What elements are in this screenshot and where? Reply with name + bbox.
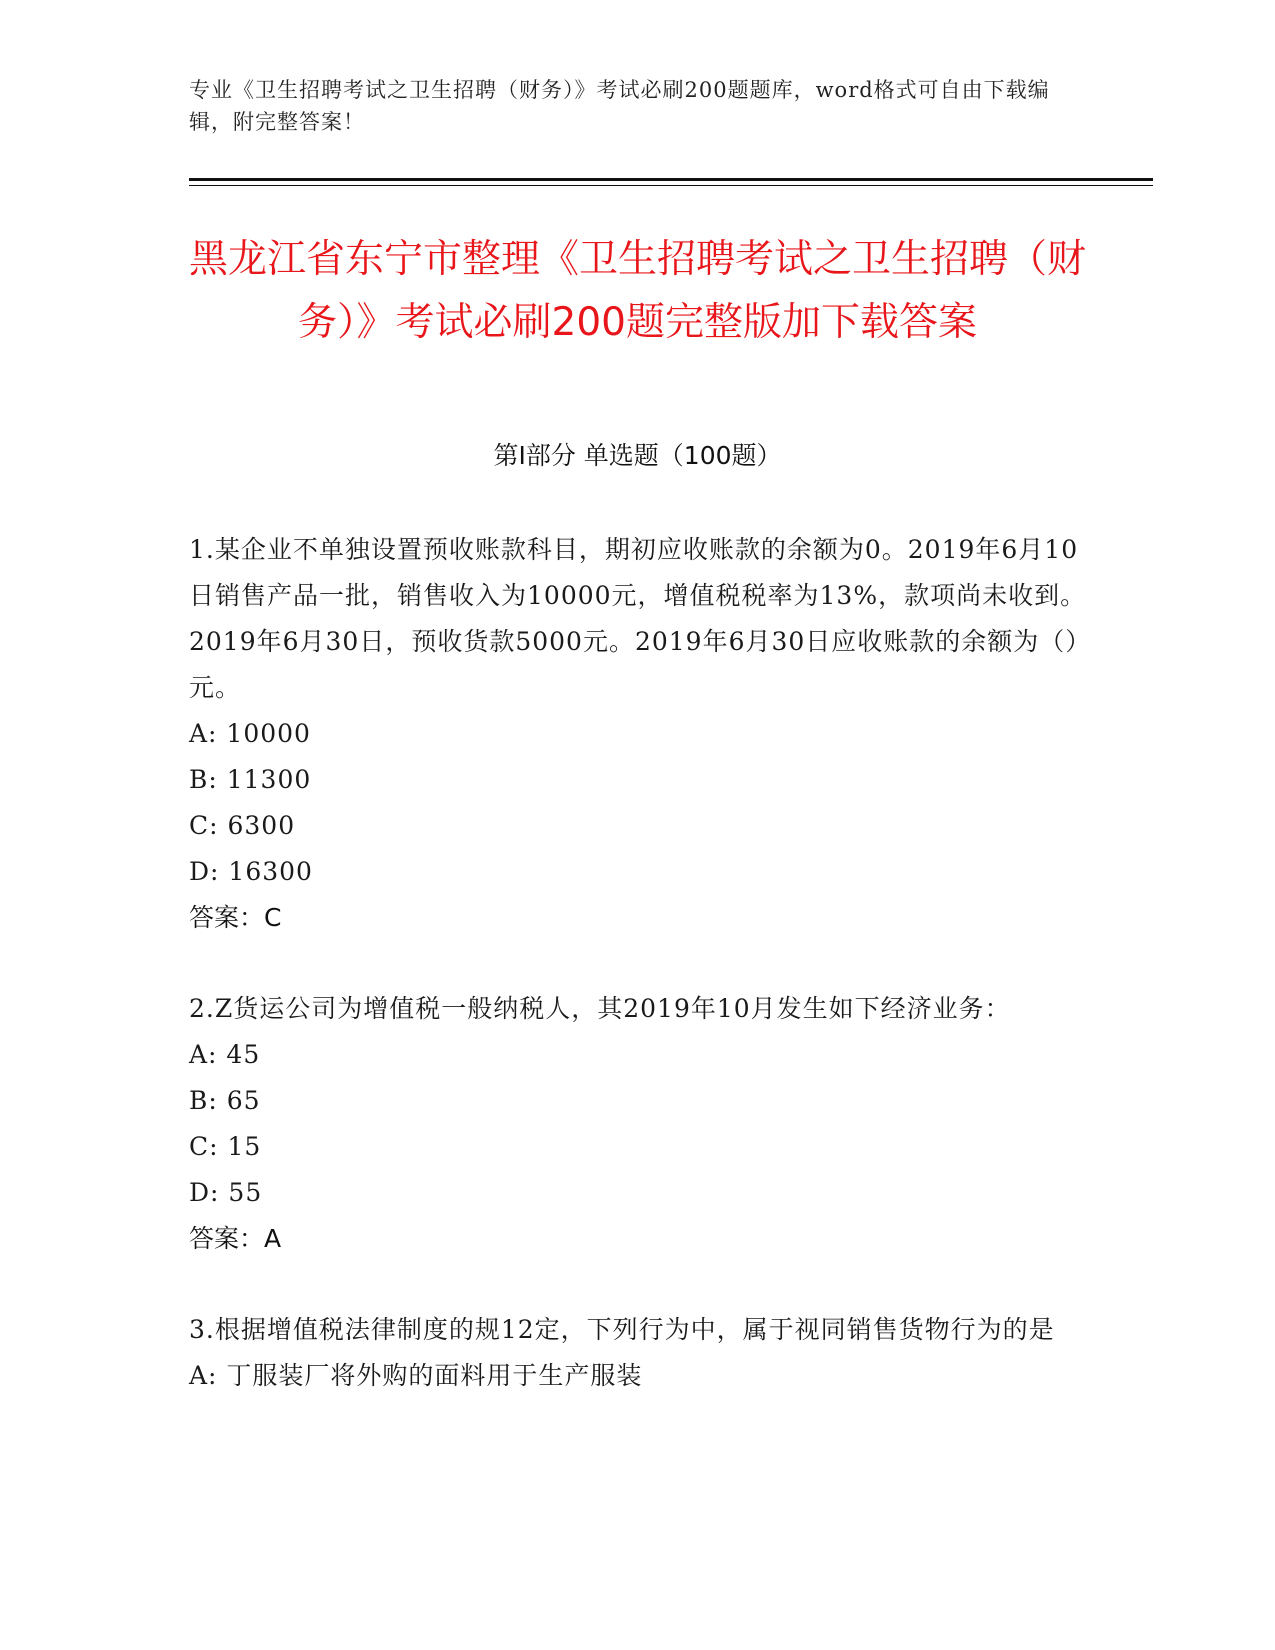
option-a: A: 丁服装厂将外购的面料用于生产服装: [189, 1361, 643, 1390]
option-list: [189, 1032, 1089, 1216]
header-divider-thin: [189, 185, 1153, 186]
section-title: 第Ⅰ部分 单选题（100题）: [493, 441, 782, 470]
option-d: D: 55: [189, 1178, 263, 1207]
header-divider-thick: [189, 178, 1153, 181]
question-2: [189, 986, 1089, 1262]
question-stem: 2.Z货运公司为增值税一般纳税人，其2019年10月发生如下经济业务：: [189, 994, 1011, 1023]
option-c: C: 15: [189, 1132, 262, 1161]
document-title: 黑龙江省东宁市整理《卫生招聘考试之卫生招聘（财务）》考试必刷200题完整版加下载答案: [188, 237, 1086, 345]
answer-label: 答案：C: [189, 903, 282, 932]
option-b: B: 11300: [189, 765, 312, 794]
question-1: [189, 527, 1089, 941]
option-list: [189, 1353, 1089, 1399]
question-stem: 3.根据增值税法律制度的规12定，下列行为中，属于视同销售货物行为的是: [189, 1315, 1055, 1344]
question-3: [189, 1307, 1089, 1399]
option-b: B: 65: [189, 1086, 261, 1115]
option-list: [189, 711, 1089, 895]
question-stem: 1.某企业不单独设置预收账款科目，期初应收账款的余额为0。2019年6月10日销售产品一批，销售收入为10000元，增值税税率为13%，款项尚未收到。2019年6月30日，预收货款5000元。2019年6月30日应收账款的余额为（）元。: [189, 535, 1087, 702]
option-c: C: 6300: [189, 811, 296, 840]
option-a: A: 45: [189, 1040, 261, 1069]
option-a: A: 10000: [189, 719, 311, 748]
header-note: 专业《卫生招聘考试之卫生招聘（财务）》考试必刷200题题库，word格式可自由下载编辑，附完整答案！: [189, 78, 1050, 134]
answer-label: 答案：A: [189, 1224, 282, 1253]
option-d: D: 16300: [189, 857, 313, 886]
question-list: [189, 527, 1089, 1444]
